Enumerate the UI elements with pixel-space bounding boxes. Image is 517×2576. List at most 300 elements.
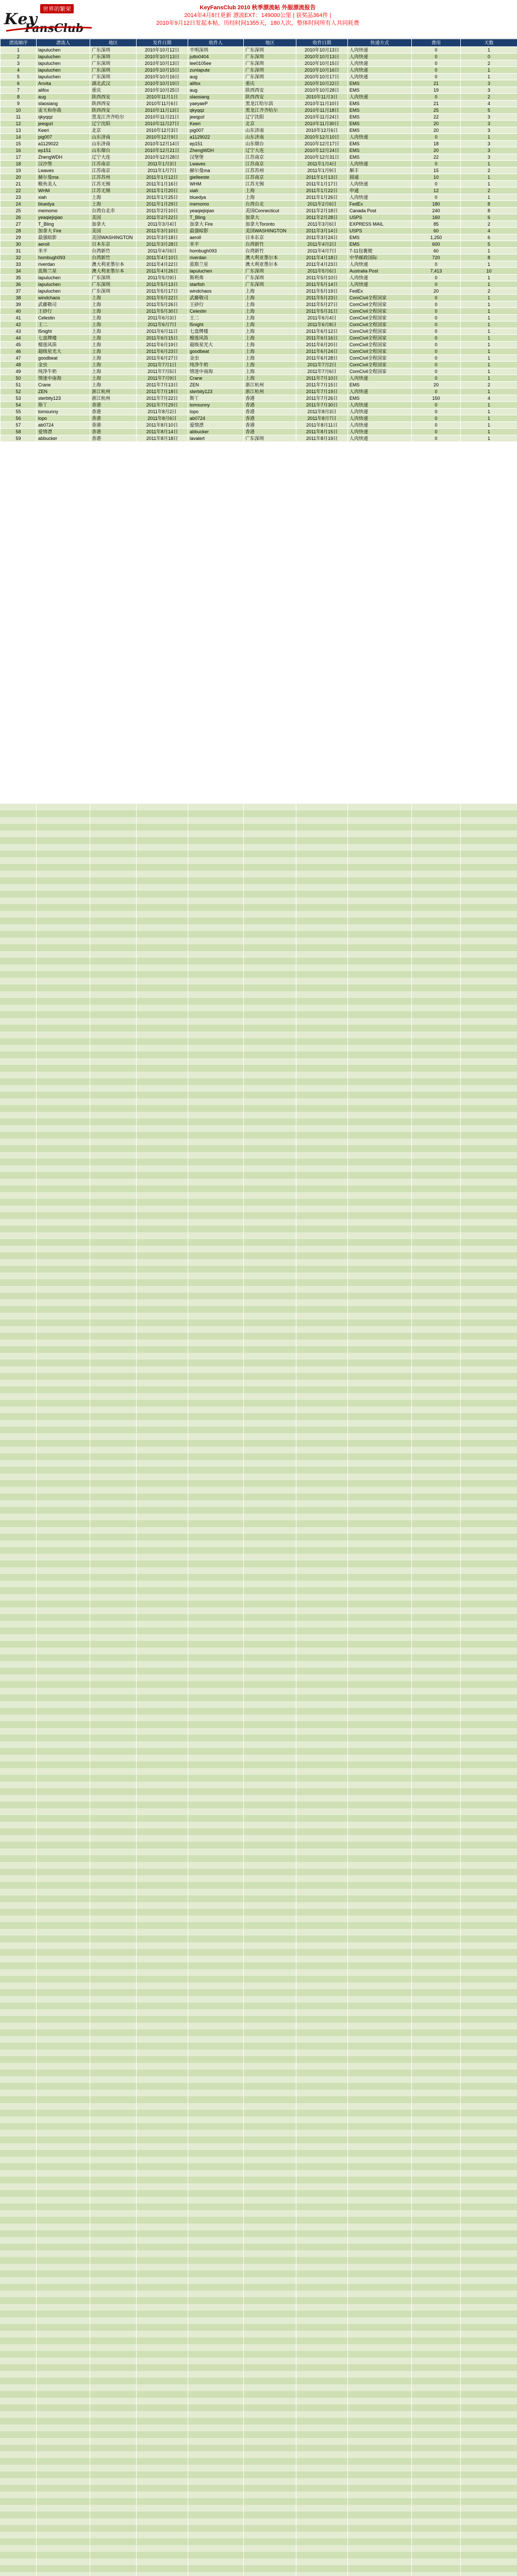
table-cell: 香港 — [244, 429, 296, 435]
table-cell: 20 — [1, 174, 37, 181]
table-cell: 广东深圳 — [244, 268, 296, 275]
table-cell: 4 — [461, 395, 517, 402]
table-cell: 人肉快递 — [348, 275, 412, 281]
table-cell: 广东深圳 — [244, 67, 296, 74]
table-cell: 51 — [1, 382, 37, 388]
table-cell: sterbity123 — [188, 388, 244, 395]
table-cell: ComCivil全程国家 — [348, 335, 412, 342]
table-cell: 2011年3月14日 — [296, 228, 348, 234]
table-cell: lapuluchen — [37, 74, 90, 80]
report-title: KeyFansClub 2010 秋季漂流帖 外服漂流报告 — [199, 5, 316, 11]
table-cell: 2011年5月26日 — [137, 301, 188, 308]
table-cell: 5 — [1, 74, 37, 80]
table-row — [1, 241, 517, 248]
table-cell: starfish — [188, 281, 244, 288]
table-row — [1, 355, 517, 362]
table-row — [1, 388, 517, 395]
table-cell: 人肉快递 — [348, 94, 412, 100]
table-row — [1, 167, 517, 174]
table-cell: 北京 — [244, 121, 296, 127]
table-row — [1, 321, 517, 328]
table-cell: 黑龙江哈尔滨 — [244, 100, 296, 107]
table-cell: ep151 — [188, 141, 244, 147]
table-cell: 2010年12月9日 — [137, 134, 188, 141]
table-cell: 广东深圳 — [90, 67, 137, 74]
table-row — [1, 161, 517, 167]
table-cell: lavalert — [188, 435, 244, 442]
table-row — [1, 275, 517, 281]
table-row — [1, 80, 517, 87]
table-cell: a1129022 — [37, 141, 90, 147]
table-row — [1, 308, 517, 315]
table-cell: 2011年1月13日 — [296, 174, 348, 181]
table-cell: 2010年12月6日 — [296, 127, 348, 134]
table-cell: 23 — [1, 194, 37, 201]
table-cell: FedEx — [348, 201, 412, 208]
table-cell: 美国 — [90, 228, 137, 234]
table-cell: 2011年2月6日 — [296, 201, 348, 208]
table-cell: 2011年5月17日 — [137, 288, 188, 295]
table-cell: 2011年8月19日 — [296, 435, 348, 442]
table-cell: EMS — [348, 100, 412, 107]
table-cell: 22 — [412, 114, 461, 121]
table-cell: 超级星光大 — [37, 348, 90, 355]
table-cell: 超级星光大 — [188, 342, 244, 348]
table-cell: l5night — [37, 328, 90, 335]
table-row — [1, 181, 517, 188]
table-cell: 17 — [1, 154, 37, 161]
table-cell: 江苏南京 — [90, 167, 137, 174]
table-cell: tomsunny — [37, 409, 90, 415]
table-cell: 王砂行 — [37, 308, 90, 315]
table-cell: 2010年12月24日 — [296, 147, 348, 154]
table-cell: 2011年3月24日 — [296, 234, 348, 241]
table-cell: 8 — [461, 208, 517, 214]
table-cell: gielleeste — [188, 174, 244, 181]
table-cell: lapuluchen — [37, 54, 90, 60]
table-cell: 香港 — [244, 409, 296, 415]
table-row — [1, 362, 517, 368]
table-cell: Lwaves — [188, 161, 244, 167]
table-cell: 榴莲风笛 — [188, 335, 244, 342]
table-row — [1, 295, 517, 301]
table-cell: 0 — [412, 429, 461, 435]
table-row — [1, 214, 517, 221]
table-cell: 上海 — [244, 335, 296, 342]
table-cell: lee0105ee — [188, 60, 244, 67]
table-cell: 2011年5月9日 — [137, 275, 188, 281]
column-header: 地区 — [244, 39, 296, 47]
table-cell: 上海 — [90, 315, 137, 321]
table-cell: Crane — [188, 375, 244, 382]
table-cell: 纯净牛奶 — [37, 368, 90, 375]
table-row — [1, 335, 517, 342]
table-cell: 2011年7月9日 — [137, 375, 188, 382]
table-cell: 3 — [1, 60, 37, 67]
table-cell: 上海 — [244, 194, 296, 201]
table-row — [1, 188, 517, 194]
table-cell: 0 — [412, 422, 461, 429]
table-cell: 3 — [461, 114, 517, 121]
table-cell: pig007 — [188, 127, 244, 134]
table-cell: 60 — [412, 248, 461, 255]
table-cell: 最强暗影 — [188, 228, 244, 234]
table-cell: 2011年7月5日 — [137, 368, 188, 375]
table-cell: 0 — [412, 342, 461, 348]
table-cell: 美国Connecticut — [244, 208, 296, 214]
table-cell: 59 — [1, 435, 37, 442]
table-cell: 上海 — [90, 301, 137, 308]
table-cell: lapuluchen — [37, 67, 90, 74]
table-cell: 情迷中南海 — [37, 375, 90, 382]
table-cell: 2011年8月3日 — [296, 409, 348, 415]
table-cell: 0 — [412, 94, 461, 100]
table-cell: 2010年12月3日 — [137, 127, 188, 134]
table-cell: 人肉快递 — [348, 388, 412, 395]
table-cell: 19 — [412, 87, 461, 94]
table-cell: 湖北武汉 — [90, 80, 137, 87]
table-cell: 2011年4月26日 — [137, 268, 188, 275]
table-cell: 2011年4月2日 — [296, 241, 348, 248]
table-cell: 1 — [461, 315, 517, 321]
table-cell: aug — [37, 94, 90, 100]
report-update-line: 2014年4月8日更新 漂流EXT：149000公里 | 获奖品364件 | — [184, 12, 331, 19]
table-row — [1, 114, 517, 121]
table-cell: 0 — [412, 134, 461, 141]
table-cell: 申通 — [348, 188, 412, 194]
table-cell: 2011年5月6日 — [296, 268, 348, 275]
table-row — [1, 221, 517, 228]
table-cell: 2011年8月11日 — [296, 422, 348, 429]
table-cell: 爱情漂 — [37, 429, 90, 435]
table-cell: 0 — [412, 402, 461, 409]
table-cell: 2011年3月4日 — [137, 221, 188, 228]
table-cell: 0 — [412, 275, 461, 281]
table-cell: 0 — [412, 60, 461, 67]
table-cell: 香港 — [90, 435, 137, 442]
table-cell: 4 — [1, 67, 37, 74]
table-cell: 12 — [1, 121, 37, 127]
table-cell: 2011年7月19日 — [296, 388, 348, 395]
table-row — [1, 154, 517, 161]
table-cell: 2011年2月10日 — [137, 208, 188, 214]
table-cell: 香港 — [90, 422, 137, 429]
table-cell: aeroll — [188, 234, 244, 241]
table-cell: Keeri — [37, 127, 90, 134]
table-cell: 武藤敬司 — [37, 301, 90, 308]
table-cell: 8 — [1, 94, 37, 100]
table-cell: 2011年7月10日 — [296, 375, 348, 382]
table-cell: 2011年6月20日 — [296, 342, 348, 348]
table-cell: 1 — [461, 355, 517, 362]
table-row — [1, 94, 517, 100]
table-row — [1, 395, 517, 402]
table-cell: 2011年3月10日 — [137, 228, 188, 234]
table-cell: 3 — [461, 127, 517, 134]
table-cell: 2010年11月10日 — [296, 100, 348, 107]
table-cell: 32 — [1, 255, 37, 261]
table-cell: 35 — [1, 275, 37, 281]
table-cell: 2011年1月7日 — [137, 167, 188, 174]
table-cell: 美国 — [90, 214, 137, 221]
table-cell: 上海 — [244, 288, 296, 295]
table-row — [1, 328, 517, 335]
page-header — [0, 0, 517, 39]
table-cell: 2010年12月17日 — [296, 141, 348, 147]
table-cell: 蓝斯兰星 — [37, 268, 90, 275]
table-cell: 金虫 — [37, 362, 90, 368]
table-cell: 2011年1月20日 — [137, 188, 188, 194]
table-cell: lapuluchen — [188, 268, 244, 275]
table-row — [1, 261, 517, 268]
table-cell: 24 — [1, 201, 37, 208]
table-cell: 江苏苏州 — [90, 174, 137, 181]
table-cell: 2010年10月13日 — [296, 47, 348, 54]
table-cell: 1 — [461, 301, 517, 308]
table-row — [1, 248, 517, 255]
table-cell: 49 — [1, 368, 37, 375]
table-cell: 蓝斯兰星 — [188, 261, 244, 268]
table-cell: pig007 — [37, 134, 90, 141]
table-cell: 0 — [412, 194, 461, 201]
table-cell: 加拿大 — [90, 221, 137, 228]
table-cell: 8 — [461, 201, 517, 208]
table-cell: 王砂行 — [188, 301, 244, 308]
table-cell: 2 — [461, 288, 517, 295]
table-cell: 人肉快递 — [348, 261, 412, 268]
table-cell: 陕西西安 — [244, 94, 296, 100]
table-cell: 山东济南 — [244, 127, 296, 134]
table-cell: 人肉快递 — [348, 54, 412, 60]
table-row — [1, 100, 517, 107]
table-cell: 广东深圳 — [90, 281, 137, 288]
table-cell: 0 — [412, 308, 461, 315]
table-cell: 北京 — [90, 127, 137, 134]
table-cell: EMS — [348, 382, 412, 388]
table-cell: memomo — [188, 201, 244, 208]
table-row — [1, 134, 517, 141]
table-cell: 2010年10月13日 — [296, 54, 348, 60]
table-cell: bluedya — [37, 201, 90, 208]
table-cell: 14 — [1, 134, 37, 141]
table-cell: 0 — [412, 281, 461, 288]
table-cell: 江苏苏州 — [244, 167, 296, 174]
table-cell: 2011年6月12日 — [296, 328, 348, 335]
table-cell: 0 — [412, 348, 461, 355]
table-cell: 浙江杭州 — [244, 382, 296, 388]
table-cell: 2011年5月23日 — [296, 295, 348, 301]
table-cell: jeeqpzl — [37, 121, 90, 127]
table-cell: 人肉快递 — [348, 134, 412, 141]
table-cell: 2 — [1, 54, 37, 60]
table-cell: 58 — [1, 429, 37, 435]
logo-badge: 世界的繁荣 — [40, 4, 74, 13]
table-cell: 4 — [461, 228, 517, 234]
table-cell: goodbeat — [37, 355, 90, 362]
table-cell: 上海 — [244, 321, 296, 328]
table-cell: 56 — [1, 415, 37, 422]
table-cell: EMS — [348, 234, 412, 241]
table-cell: 0 — [412, 388, 461, 395]
table-cell: 0 — [412, 328, 461, 335]
table-cell: 陕西西安 — [244, 87, 296, 94]
table-cell: 江苏南京 — [244, 161, 296, 167]
table-cell: 2010年12月28日 — [137, 154, 188, 161]
table-cell: windchaos — [37, 295, 90, 301]
table-cell: 1 — [461, 435, 517, 442]
table-cell: 人肉快递 — [348, 429, 412, 435]
table-cell: 39 — [1, 301, 37, 308]
table-cell: 2011年6月16日 — [296, 335, 348, 342]
table-cell: 上海 — [90, 362, 137, 368]
table-cell: 2011年6月27日 — [137, 355, 188, 362]
table-cell: 2010年10月12日 — [137, 47, 188, 54]
table-row — [1, 194, 517, 201]
table-cell: 22 — [1, 188, 37, 194]
table-cell: 上海 — [244, 368, 296, 375]
table-cell: 2011年3月18日 — [137, 234, 188, 241]
table-cell: 武藤敬司 — [188, 295, 244, 301]
table-continuation — [0, 804, 517, 2576]
table-cell: 上海 — [244, 301, 296, 308]
table-cell: 1 — [461, 47, 517, 54]
table-cell: 2010年12月14日 — [137, 141, 188, 147]
table-cell: ab0724 — [37, 422, 90, 429]
table-cell: 浙江杭州 — [244, 388, 296, 395]
table-cell: 米平 — [188, 241, 244, 248]
table-row — [1, 429, 517, 435]
table-cell: 3 — [461, 154, 517, 161]
table-cell: 2011年6月3日 — [137, 315, 188, 321]
table-cell: 0 — [412, 74, 461, 80]
table-cell: Crane — [37, 382, 90, 388]
table-row — [1, 201, 517, 208]
table-row — [1, 368, 517, 375]
table-cell: 江苏南京 — [244, 174, 296, 181]
table-cell: aug — [188, 74, 244, 80]
table-cell: 0 — [412, 161, 461, 167]
table-row — [1, 47, 517, 54]
table-cell: 2010年10月13日 — [137, 54, 188, 60]
table-cell: 2011年2月28日 — [296, 214, 348, 221]
table-cell: EMS — [348, 127, 412, 134]
table-cell: 爱情漂 — [188, 422, 244, 429]
table-cell: 10 — [412, 174, 461, 181]
table-cell: WHM — [188, 181, 244, 188]
table-cell: 1 — [461, 342, 517, 348]
table-cell: 18 — [1, 161, 37, 167]
table-cell: 陕西西安 — [90, 107, 137, 114]
table-cell: T_Bling — [188, 214, 244, 221]
table-cell: 香港 — [244, 422, 296, 429]
table-cell: 9 — [1, 100, 37, 107]
table-cell: 1 — [461, 402, 517, 409]
table-cell: 香港 — [90, 429, 137, 435]
table-cell: 陕西西安 — [90, 100, 137, 107]
table-cell: 广东深圳 — [244, 47, 296, 54]
table-cell: 33 — [1, 261, 37, 268]
table-cell: 47 — [1, 355, 37, 362]
table-cell: sterbity123 — [37, 395, 90, 402]
table-cell: jeeqpzl — [188, 114, 244, 121]
table-cell: 6 — [1, 80, 37, 87]
table-cell: yaeyaeP — [188, 100, 244, 107]
table-cell: alifox — [37, 87, 90, 94]
table-cell: zunlapute — [188, 67, 244, 74]
table-row — [1, 255, 517, 261]
table-cell: 2011年8月10日 — [137, 422, 188, 429]
table-cell: 3 — [461, 147, 517, 154]
table-cell: 2011年7月18日 — [137, 388, 188, 395]
table-cell: 澳大利亚墨尔本 — [90, 268, 137, 275]
table-cell: 2011年7月15日 — [296, 382, 348, 388]
table-cell: 6 — [461, 234, 517, 241]
table-cell: EMS — [348, 80, 412, 87]
table-cell: lopo — [188, 409, 244, 415]
table-row — [1, 288, 517, 295]
table-cell: 人肉快递 — [348, 60, 412, 67]
table-cell: 1 — [1, 47, 37, 54]
table-cell: 21 — [412, 100, 461, 107]
table-cell: 上海 — [244, 362, 296, 368]
table-cell: 0 — [461, 54, 517, 60]
table-cell: 2011年5月30日 — [137, 308, 188, 315]
table-cell: 2011年6月24日 — [296, 348, 348, 355]
table-cell: lapuluchen — [37, 60, 90, 67]
table-cell: 人肉快递 — [348, 74, 412, 80]
table-row — [1, 67, 517, 74]
table-cell: 57 — [1, 422, 37, 429]
table-cell: 2011年6月28日 — [296, 355, 348, 362]
table-cell: 山东烟台 — [244, 141, 296, 147]
table-cell: slaosiang — [37, 100, 90, 107]
table-cell: 澳大利亚墨尔本 — [244, 255, 296, 261]
column-header: 快递方式 — [348, 39, 412, 47]
table-row — [1, 208, 517, 214]
table-cell: qkyqqz — [188, 107, 244, 114]
table-cell: 7-11包裹便 — [348, 248, 412, 255]
table-cell: 0 — [412, 261, 461, 268]
table-cell: 2010年10月19日 — [137, 80, 188, 87]
table-cell: 上海 — [90, 355, 137, 362]
table-cell: 10 — [1, 107, 37, 114]
table-cell: hombugh093 — [37, 255, 90, 261]
table-cell: 2010年11月6日 — [137, 100, 188, 107]
table-cell: 2011年2月18日 — [296, 208, 348, 214]
table-cell: 1 — [461, 348, 517, 355]
table-cell: slaosiang — [188, 94, 244, 100]
table-cell: 40 — [1, 308, 37, 315]
table-cell: FedEx — [348, 288, 412, 295]
table-cell: 广东深圳 — [90, 74, 137, 80]
table-cell: Celestin — [37, 315, 90, 321]
table-cell: 1 — [461, 375, 517, 382]
table-cell: lapuluchen — [37, 47, 90, 54]
table-cell: EMS — [348, 395, 412, 402]
table-cell: EMS — [348, 241, 412, 248]
table-cell: 澳大利亚墨尔本 — [90, 261, 137, 268]
table-cell: 广东深圳 — [90, 54, 137, 60]
table-cell: 2011年1月4日 — [296, 161, 348, 167]
table-cell: 广东深圳 — [244, 281, 296, 288]
table-cell: 2010年10月13日 — [137, 60, 188, 67]
table-cell: 0 — [412, 295, 461, 301]
table-cell: 2010年10月22日 — [296, 80, 348, 87]
table-cell: 46 — [1, 348, 37, 355]
table-row — [1, 422, 517, 429]
table-cell: 台湾台北市 — [90, 208, 137, 214]
table-cell: 平明深圳 — [188, 47, 244, 54]
